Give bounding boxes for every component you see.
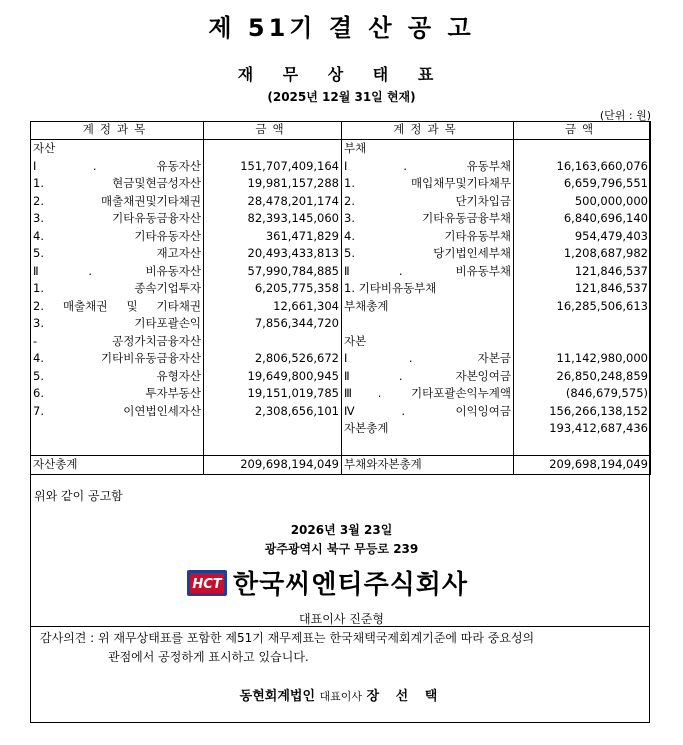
table-row bbox=[31, 368, 651, 386]
table-row bbox=[31, 140, 651, 158]
total-assets-label: 자산총계 bbox=[31, 456, 204, 475]
asset-amount: 2,308,656,101 bbox=[204, 403, 342, 421]
liability-equity-account-label bbox=[342, 315, 514, 333]
header-amount-left: 금액 bbox=[204, 121, 342, 140]
asset-amount bbox=[204, 333, 342, 351]
header-account-left: 계정과목 bbox=[31, 121, 204, 140]
liability-equity-amount bbox=[514, 438, 651, 456]
asset-account-label bbox=[31, 438, 204, 456]
table-row bbox=[31, 420, 651, 438]
auditor-name: 장 선 택 bbox=[366, 689, 444, 704]
liability-equity-amount: 1,208,687,982 bbox=[514, 245, 651, 263]
table-row bbox=[31, 350, 651, 368]
asset-account-label: 2. 매출채권 및 기타채권 bbox=[31, 298, 204, 316]
asset-amount bbox=[204, 438, 342, 456]
audit-opinion bbox=[40, 629, 534, 667]
company-logo bbox=[187, 564, 468, 601]
total-liabilities-equity-label: 부채와자본총계 bbox=[342, 456, 514, 475]
liability-equity-amount: 16,163,660,076 bbox=[514, 158, 651, 176]
audit-line-1: 감사의견 : 위 재무상태표를 포함한 제51기 재무제표는 한국채택국제회계기준에 따라 중요성의 bbox=[40, 631, 535, 645]
table-row bbox=[31, 263, 651, 281]
asset-amount: 2,806,526,672 bbox=[204, 350, 342, 368]
asset-account-label: 1. 종속기업투자 bbox=[31, 280, 204, 298]
liability-equity-account-label: 자본 bbox=[342, 333, 514, 351]
divider bbox=[30, 626, 650, 627]
asset-account-label: 4. 기타유동자산 bbox=[31, 228, 204, 246]
liability-equity-amount bbox=[514, 140, 651, 158]
liability-equity-account-label: 부채총계 bbox=[342, 298, 514, 316]
asset-amount: 7,856,344,720 bbox=[204, 315, 342, 333]
table-row bbox=[31, 245, 651, 263]
asset-amount: 57,990,784,885 bbox=[204, 263, 342, 281]
asset-amount: 151,707,409,164 bbox=[204, 158, 342, 176]
asset-amount: 19,981,157,288 bbox=[204, 175, 342, 193]
table-row bbox=[31, 193, 651, 211]
statement-title: 재 무 상 태 표 bbox=[237, 65, 446, 84]
liability-equity-amount: 6,659,796,551 bbox=[514, 175, 651, 193]
liability-equity-account-label: 2. 단기차입금 bbox=[342, 193, 514, 211]
asset-amount: 12,661,304 bbox=[204, 298, 342, 316]
liability-equity-account-label: 1. 기타비유동부채 bbox=[342, 280, 514, 298]
company-name: 한국씨엔티주식회사 bbox=[233, 570, 469, 600]
hct-logo-icon bbox=[187, 570, 227, 596]
total-assets-amount: 209,698,194,049 bbox=[204, 456, 342, 475]
auditor-signature bbox=[0, 685, 683, 704]
asset-account-label: 자산 bbox=[31, 140, 204, 158]
asset-account-label: Ⅰ. 유동자산 bbox=[31, 158, 204, 176]
asset-account-label: 5. 유형자산 bbox=[31, 368, 204, 386]
liability-equity-account-label: 부채 bbox=[342, 140, 514, 158]
table-row bbox=[31, 228, 651, 246]
liability-equity-account-label: Ⅱ. 비유동부채 bbox=[342, 263, 514, 281]
company-address: 광주광역시 북구 무등로 239 bbox=[264, 542, 419, 556]
liability-equity-account-label bbox=[342, 438, 514, 456]
table-row bbox=[31, 385, 651, 403]
asset-amount: 19,151,019,785 bbox=[204, 385, 342, 403]
liability-equity-amount: 11,142,980,000 bbox=[514, 350, 651, 368]
notice-text: 위와 같이 공고함 bbox=[34, 489, 123, 503]
table-row bbox=[31, 315, 651, 333]
liability-equity-amount bbox=[514, 333, 651, 351]
asset-amount bbox=[204, 420, 342, 438]
liability-equity-amount: 121,846,537 bbox=[514, 263, 651, 281]
table-row bbox=[31, 210, 651, 228]
liability-equity-account-label: Ⅲ. 기타포괄손익누계액 bbox=[342, 385, 514, 403]
auditor-rep-title: 대표이사 bbox=[319, 690, 363, 703]
asset-account-label: 4. 기타비유동금융자산 bbox=[31, 350, 204, 368]
auditor-firm: 동현회계법인 bbox=[239, 689, 316, 704]
liability-equity-amount: 16,285,506,613 bbox=[514, 298, 651, 316]
table-row bbox=[31, 280, 651, 298]
asset-amount bbox=[204, 140, 342, 158]
asset-account-label: 5. 재고자산 bbox=[31, 245, 204, 263]
unit-label: (단위 : 원) bbox=[599, 109, 651, 122]
liability-equity-amount: 26,850,248,859 bbox=[514, 368, 651, 386]
liability-equity-account-label: 1. 매입채무및기타채무 bbox=[342, 175, 514, 193]
table-header-row bbox=[31, 121, 651, 140]
audit-line-2: 관점에서 공정하게 표시하고 있습니다. bbox=[108, 650, 309, 664]
liability-equity-amount: (846,679,575) bbox=[514, 385, 651, 403]
table-row bbox=[31, 438, 651, 456]
asset-amount: 82,393,145,060 bbox=[204, 210, 342, 228]
asset-amount: 20,493,433,813 bbox=[204, 245, 342, 263]
balance-sheet-table bbox=[30, 121, 651, 475]
table-row bbox=[31, 333, 651, 351]
asset-account-label: 3. 기타포괄손익 bbox=[31, 315, 204, 333]
statement-date: (2025년 12월 31일 현재) bbox=[267, 90, 416, 104]
page-title: 제 51기 결 산 공 고 bbox=[208, 14, 475, 42]
table-row bbox=[31, 158, 651, 176]
liability-equity-amount bbox=[514, 315, 651, 333]
asset-amount: 6,205,775,358 bbox=[204, 280, 342, 298]
liability-equity-account-label: Ⅱ. 자본잉여금 bbox=[342, 368, 514, 386]
table-row bbox=[31, 298, 651, 316]
total-liabilities-equity-amount: 209,698,194,049 bbox=[514, 456, 651, 475]
liability-equity-amount: 6,840,696,140 bbox=[514, 210, 651, 228]
asset-amount: 28,478,201,174 bbox=[204, 193, 342, 211]
liability-equity-account-label: 자본총계 bbox=[342, 420, 514, 438]
liability-equity-account-label: Ⅰ. 자본금 bbox=[342, 350, 514, 368]
liability-equity-account-label: 5. 당기법인세부채 bbox=[342, 245, 514, 263]
liability-equity-amount: 193,412,687,436 bbox=[514, 420, 651, 438]
liability-equity-account-label: 3. 기타유동금융부채 bbox=[342, 210, 514, 228]
asset-amount: 19,649,800,945 bbox=[204, 368, 342, 386]
asset-account-label: 3. 기타유동금융자산 bbox=[31, 210, 204, 228]
asset-account-label: 6. 투자부동산 bbox=[31, 385, 204, 403]
liability-equity-amount: 954,479,403 bbox=[514, 228, 651, 246]
liability-equity-amount: 500,000,000 bbox=[514, 193, 651, 211]
liability-equity-amount: 121,846,537 bbox=[514, 280, 651, 298]
ceo-name: 대표이사 진준형 bbox=[299, 612, 384, 626]
liability-equity-account-label: Ⅰ. 유동부채 bbox=[342, 158, 514, 176]
asset-amount: 361,471,829 bbox=[204, 228, 342, 246]
svg-text:HCT: HCT bbox=[192, 576, 222, 592]
table-row bbox=[31, 403, 651, 421]
totals-row bbox=[31, 456, 651, 475]
liability-equity-amount: 156,266,138,152 bbox=[514, 403, 651, 421]
header-amount-right: 금액 bbox=[514, 121, 651, 140]
asset-account-label: - 공정가치금융자산 bbox=[31, 333, 204, 351]
header-account-right: 계정과목 bbox=[342, 121, 514, 140]
table-body bbox=[31, 140, 651, 475]
liability-equity-account-label: 4. 기타유동부채 bbox=[342, 228, 514, 246]
publication-date: 2026년 3월 23일 bbox=[290, 523, 393, 537]
asset-account-label: 1. 현금및현금성자산 bbox=[31, 175, 204, 193]
asset-account-label: 7. 이연법인세자산 bbox=[31, 403, 204, 421]
asset-account-label bbox=[31, 420, 204, 438]
asset-account-label: 2. 매출채권및기타채권 bbox=[31, 193, 204, 211]
table-row bbox=[31, 175, 651, 193]
asset-account-label: Ⅱ. 비유동자산 bbox=[31, 263, 204, 281]
liability-equity-account-label: Ⅳ. 이익잉여금 bbox=[342, 403, 514, 421]
